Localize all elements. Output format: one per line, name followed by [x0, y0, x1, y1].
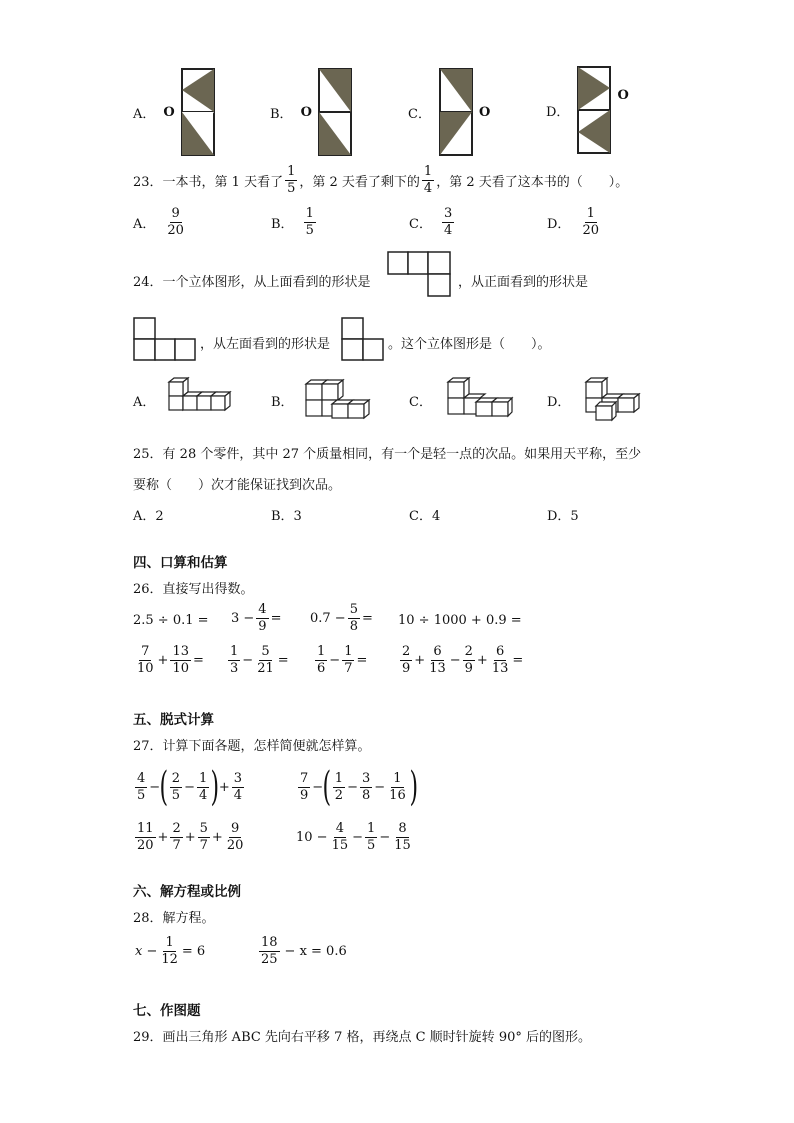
calc-expr-6: $\frac{1}{3}$ − $\frac{5}{21}$ =	[230, 644, 289, 676]
section-7-title: 七、作图题	[133, 1003, 201, 1019]
fraction: $\frac{9}{20}$	[167, 206, 184, 238]
equation-2: $\frac{18}{25}$ − x = 0.6	[261, 935, 347, 967]
top-view-figure	[386, 250, 456, 300]
q24-part1: 24．一个立体图形，从上面看到的形状是	[133, 275, 371, 290]
q24-part2: ，从正面看到的形状是	[458, 275, 589, 290]
fraction: $\frac{7}{9}$	[300, 770, 309, 803]
cube-figure-d	[578, 376, 674, 424]
q27-expr-c: $\frac{11}{20}$ + $\frac{2}{7}$ + $\frac{5}{7}$ + $\frac{9}{20}$	[137, 821, 244, 853]
front-view-figure	[132, 316, 198, 362]
circle-mark: O	[300, 104, 312, 120]
calc-expr-5: $\frac{7}{10}$ + $\frac{13}{10}$ =	[137, 644, 204, 676]
fraction: $\frac{4}{5}$	[137, 770, 146, 803]
q27-expr-d: 10 − $\frac{4}{15}$ − $\frac{1}{5}$ − $\frac{8}{15}$	[296, 821, 411, 853]
calc-expr-7: $\frac{1}{6}$ − $\frac{1}{7}$ =	[317, 644, 368, 676]
q26-stem: 26．直接写出得数。	[133, 582, 254, 597]
equation-1: x − $\frac{1}{12}$ = 6	[135, 935, 206, 967]
q22-option-c[interactable]	[408, 68, 490, 156]
strip-figure-b	[318, 68, 352, 156]
fraction: $\frac{3}{8}$	[361, 770, 371, 803]
fraction: $\frac{1}{6}$	[317, 644, 326, 676]
q25-option-a[interactable]: A．2	[133, 509, 164, 524]
q27-expr-b: $\frac{7}{9}$ − ( $\frac{1}{2}$ − $\frac{3}{8}$ − $\frac{1}{16}$ )	[300, 764, 418, 810]
fraction: $\frac{1}{7}$	[344, 644, 353, 676]
fraction: $\frac{2}{9}$	[464, 644, 473, 676]
fraction: $\frac{6}{13}$	[491, 644, 509, 676]
q23-prefix: 23．一本书，第 1 天看了	[133, 174, 284, 190]
q24-part4: 。这个立体图形是（ ）。	[388, 337, 551, 352]
q27-expr-a: $\frac{4}{5}$ − ( $\frac{2}{5}$ − $\frac{1}{4}$ ) + $\frac{3}{4}$	[137, 764, 243, 810]
q23-option-d[interactable]: D． $\frac{1}{20}$	[547, 206, 599, 238]
fraction: $\frac{2}{5}$	[171, 770, 181, 803]
fraction: $\frac{1}{4}$	[198, 770, 208, 803]
q23-option-b[interactable]: B． $\frac{1}{5}$	[271, 206, 314, 238]
fraction: $\frac{1}{3}$	[230, 644, 239, 676]
fraction: $\frac{3}{4}$	[443, 206, 453, 238]
option-label: C．	[408, 106, 431, 122]
fraction: $\frac{18}{25}$	[261, 935, 278, 967]
q22-option-a[interactable]	[133, 68, 215, 156]
q24-option-c[interactable]: C．	[409, 376, 516, 424]
fraction: $\frac{2}{9}$	[402, 644, 411, 676]
q24-option-a[interactable]: A．	[133, 376, 233, 424]
fraction: $\frac{1}{5}$	[367, 821, 376, 853]
fraction: $\frac{5}{21}$	[257, 644, 274, 676]
q27-stem: 27．计算下面各题，怎样简便就怎样算。	[133, 739, 371, 754]
q29-stem: 29．画出三角形 ABC 先向右平移 7 格，再绕点 C 顺时针旋转 90° 后的图形。	[133, 1030, 591, 1045]
circle-mark: O	[163, 104, 175, 120]
q25-option-c[interactable]: C．4	[409, 509, 441, 524]
fraction: $\frac{1}{5}$	[287, 164, 296, 196]
strip-figure-a	[181, 68, 215, 156]
q28-stem: 28．解方程。	[133, 911, 215, 926]
q24-part3: ，从左面看到的形状是	[200, 337, 331, 352]
option-label: B．	[270, 106, 293, 122]
fraction: $\frac{1}{20}$	[582, 206, 599, 238]
q23-option-a[interactable]: A． $\frac{9}{20}$	[133, 206, 184, 238]
q25-line1: 25．有 28 个零件，其中 27 个质量相同，有一个是轻一点的次品。如果用天平称，至少	[133, 447, 642, 462]
circle-mark: O	[617, 87, 629, 103]
calc-expr-2: 3 − $\frac{4}{9}$ =	[231, 602, 282, 634]
fraction: $\frac{4}{15}$	[331, 821, 349, 853]
fraction: $\frac{8}{15}$	[394, 821, 411, 853]
q25-line2: 要称（ ）次才能保证找到次品。	[133, 478, 342, 493]
q22-option-d[interactable]	[546, 66, 629, 154]
circle-mark: O	[478, 104, 491, 120]
fraction: $\frac{7}{10}$	[137, 644, 154, 676]
q23-middle: ，第 2 天看了剩下的	[299, 174, 420, 190]
section-4-title: 四、口算和估算	[133, 555, 228, 571]
calc-expr-4: 10 ÷ 1000 + 0.9 =	[398, 613, 522, 628]
fraction: $\frac{1}{2}$	[334, 770, 344, 803]
q23-stem	[133, 165, 628, 195]
fraction: $\frac{1}{4}$	[423, 164, 433, 196]
calc-expr-8: $\frac{2}{9}$ + $\frac{6}{13}$ − $\frac{2}{9}$ + $\frac{6}{13}$ =	[402, 644, 524, 676]
fraction: $\frac{1}{16}$	[389, 770, 406, 803]
fraction: $\frac{11}{20}$	[137, 821, 154, 853]
fraction: $\frac{2}{7}$	[172, 821, 181, 853]
fraction: $\frac{4}{9}$	[258, 602, 267, 634]
q25-option-d[interactable]: D．5	[547, 509, 579, 524]
section-5-title: 五、脱式计算	[133, 712, 214, 728]
cube-figure-a	[163, 376, 233, 424]
calc-expr-3: 0.7 − $\frac{5}{8}$ =	[310, 602, 373, 634]
fraction: $\frac{5}{8}$	[349, 602, 358, 634]
calc-expr-1: 2.5 ÷ 0.1 =	[133, 613, 209, 628]
cube-figure-c	[440, 376, 516, 424]
fraction: $\frac{1}{5}$	[305, 206, 314, 238]
strip-figure-d	[577, 66, 611, 154]
q23-suffix: ，第 2 天看了这本书的（ ）。	[436, 174, 629, 190]
q22-option-b[interactable]	[270, 68, 352, 156]
cube-figure-b	[302, 376, 378, 424]
left-view-figure	[340, 316, 386, 362]
option-label: D．	[546, 104, 570, 120]
fraction: $\frac{3}{4}$	[233, 770, 243, 803]
fraction: $\frac{6}{13}$	[429, 644, 446, 676]
fraction: $\frac{9}{20}$	[226, 821, 244, 853]
option-label: A．	[133, 106, 156, 122]
q23-option-c[interactable]: C． $\frac{3}{4}$	[409, 206, 453, 238]
strip-figure-c	[439, 68, 473, 156]
q24-option-b[interactable]: B．	[271, 376, 378, 424]
q24-option-d[interactable]: D．	[547, 376, 674, 424]
q25-option-b[interactable]: B．3	[271, 509, 302, 524]
fraction: $\frac{1}{12}$	[161, 935, 178, 967]
section-6-title: 六、解方程或比例	[133, 884, 241, 900]
fraction: $\frac{13}{10}$	[172, 644, 189, 676]
fraction: $\frac{5}{7}$	[199, 821, 208, 853]
